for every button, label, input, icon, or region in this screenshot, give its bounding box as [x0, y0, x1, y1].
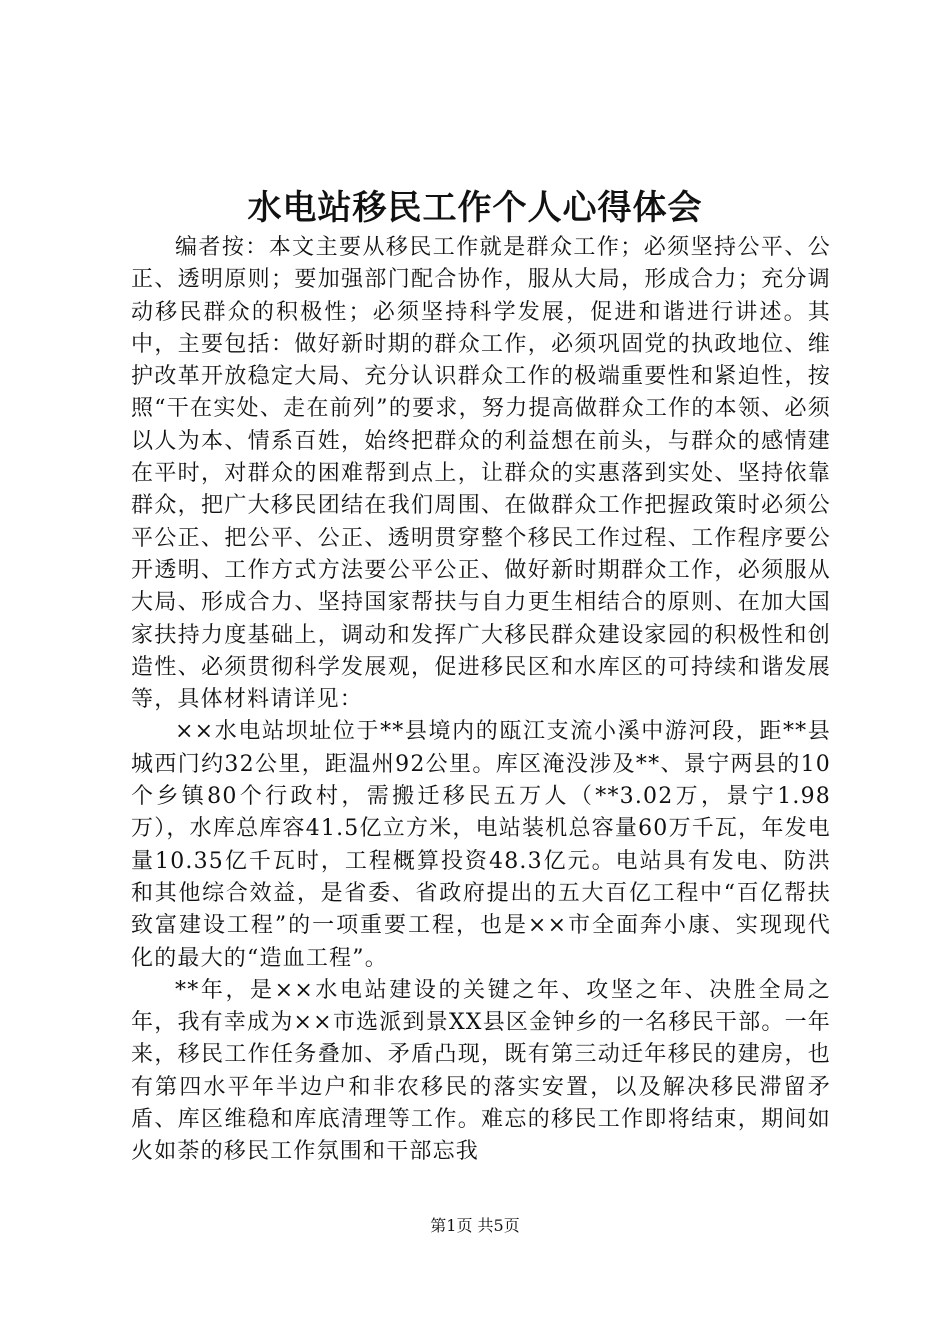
document-title: 水电站移民工作个人心得体会: [247, 188, 703, 228]
paragraph-editor-note: 编者按：本文主要从移民工作就是群众工作；必须坚持公平、公正、透明原则；要加强部门配合协作，服从大局，形成合力；充分调动移民群众的积极性；必须坚持科学发展，促进和谐进行讲述。其中，主要包括：做好新时期的群众工作，必须巩固党的执政地位、维护改革开放稳定大局、充分认识群众工作的极端重要性和紧迫性，按照“干在实处、走在前列”的要求，努力提高做群众工作的本领、必须以人为本、情系百姓，始终把群众的利益想在前头，与群众的感情建在平时，对群众的困难帮到点上，让群众的实惠落到实处、坚持依靠群众，把广大移民团结在我们周围、在做群众工作把握政策时必须公平公正、把公平、公正、透明贯穿整个移民工作过程、工作程序要公开透明、工作方式方法要公平公正、做好新时期群众工作，必须服从大局、形成合力、坚持国家帮扶与自力更生相结合的原则、在加大国家扶持力度基础上，调动和发挥广大移民群众建设家园的积极性和创造性、必须贯彻科学发展观，促进移民区和水库区的可持续和谐发展等，具体材料请详见：: [131, 235, 831, 713]
page-footer: 第1页 共5页: [430, 1216, 520, 1235]
paragraph-personal-experience: **年，是××水电站建设的关键之年、攻坚之年、决胜全局之年，我有幸成为××市选派到景XX县区金钟乡的一名移民干部。一年来，移民工作任务叠加、矛盾凸现，既有第三动迁年移民的建房，也有第四水平年半边户和非农移民的落实安置，以及解决移民滞留矛盾、库区维稳和库底清理等工作。难忘的移民工作即将结束，期间如火如荼的移民工作氛围和干部忘我: [131, 977, 831, 1165]
document-body: [131, 232, 831, 1169]
paragraph-station-overview: ××水电站坝址位于**县境内的瓯江支流小溪中游河段，距**县城西门约32公里，距温州92公里。库区淹没涉及**、景宁两县的10个乡镇80个行政村，需搬迁移民五万人（**3.02万，景宁1.98万），水库总库容41.5亿立方米，电站装机总容量60万千瓦，年发电量10.35亿千瓦时，工程概算投资48.3亿元。电站具有发电、防洪和其他综合效益，是省委、省政府提出的五大百亿工程中“百亿帮扶致富建设工程”的一项重要工程，也是××市全面奔小康、实现现代化的最大的“造血工程”。: [131, 719, 831, 971]
